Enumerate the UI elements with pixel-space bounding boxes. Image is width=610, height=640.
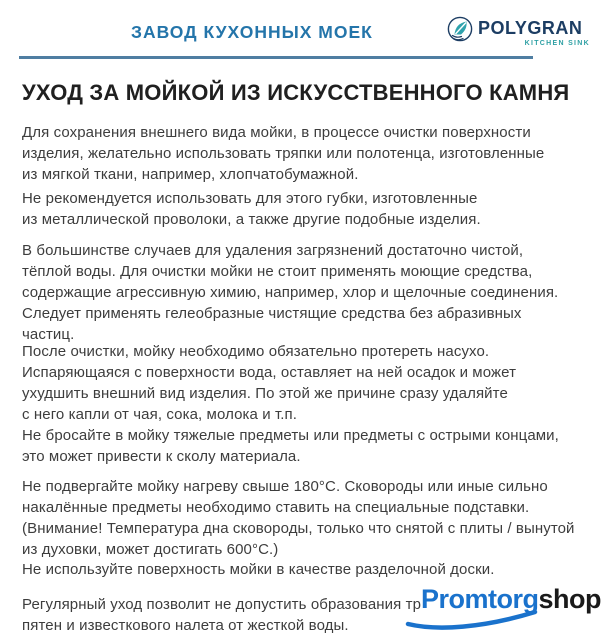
swoosh-underline-icon <box>405 608 539 637</box>
text-line: Не рекомендуется использовать для этого губки, изготовленные <box>22 190 478 207</box>
paragraph-soft-cloths <box>22 122 544 185</box>
paragraph-no-heavy-objects <box>22 425 559 467</box>
page-title: УХОД ЗА МОЙКОЙ ИЗ ИСКУССТВЕННОГО КАМНЯ <box>22 80 570 105</box>
polygran-sail-icon <box>447 16 473 42</box>
text-line: тёплой воды. Для очистки мойки не стоит применять моющие средства, <box>22 263 533 280</box>
text-line: это может привести к сколу материала. <box>22 448 301 465</box>
text-line: (Внимание! Температура дна сковороды, только что снятой с плиты / вынутой <box>22 520 575 537</box>
text-line: В большинстве случаев для удаления загрязнений достаточно чистой, <box>22 242 524 259</box>
text-line: Не подвергайте мойку нагреву свыше 180°С. Сковороды или иные сильно <box>22 478 548 495</box>
paragraph-regular-care <box>22 594 421 636</box>
text-line: из металлической проволоки, а также другие подобные изделия. <box>22 211 481 228</box>
promtorgshop-watermark <box>421 584 601 634</box>
text-line: Не бросайте в мойку тяжелые предметы или предметы с острыми концами, <box>22 427 559 444</box>
text-line: накалённые предметы необходимо ставить на специальные подставки. <box>22 499 530 516</box>
text-line: пятен и известкового налета от жесткой воды. <box>22 617 349 634</box>
text-line: из мягкой ткани, например, хлопчатобумажной. <box>22 166 359 183</box>
paragraph-wipe-dry <box>22 341 516 425</box>
watermark-shop: shop <box>538 584 601 614</box>
paragraph-heat-limit <box>22 476 575 560</box>
text-line: После очистки, мойку необходимо обязательно протереть насухо. <box>22 343 490 360</box>
header-divider <box>19 56 533 59</box>
text-line: изделия, желательно использовать тряпки или полотенца, изготовленные <box>22 145 545 162</box>
text-line: ухудшить внешний вид изделия. По этой же причине сразу удаляйте <box>22 385 508 402</box>
text-line: с него капли от чая, сока, молока и т.п. <box>22 406 298 423</box>
text-line: содержащие агрессивную химию, например, хлор и щелочные соединения. <box>22 284 559 301</box>
paragraph-no-metal-sponges <box>22 188 481 230</box>
polygran-logo <box>447 15 592 51</box>
text-line: Не используйте поверхность мойки в качестве разделочной доски. <box>22 561 495 578</box>
text-line: частиц. <box>22 326 75 343</box>
brand-name: POLYGRAN <box>478 18 583 38</box>
watermark-promtorg: Promtorg <box>421 584 539 614</box>
paragraph-cleaning-agents <box>22 240 558 345</box>
text-line: Следует применять гелеобразные чистящие средства без абразивных <box>22 305 522 322</box>
brand-tagline: KITCHEN SINK <box>524 40 590 47</box>
text-line: Испаряющаяся с поверхности вода, оставляет на ней осадок и может <box>22 364 517 381</box>
factory-title: ЗАВОД КУХОННЫХ МОЕК <box>131 22 373 42</box>
text-line: Для сохранения внешнего вида мойки, в процессе очистки поверхности <box>22 124 531 141</box>
text-line: Регулярный уход позволит не допустить образования тр <box>22 596 422 613</box>
text-line: из духовки, может достигать 600°С.) <box>22 541 279 558</box>
paragraph-no-cutting-board <box>22 559 495 580</box>
